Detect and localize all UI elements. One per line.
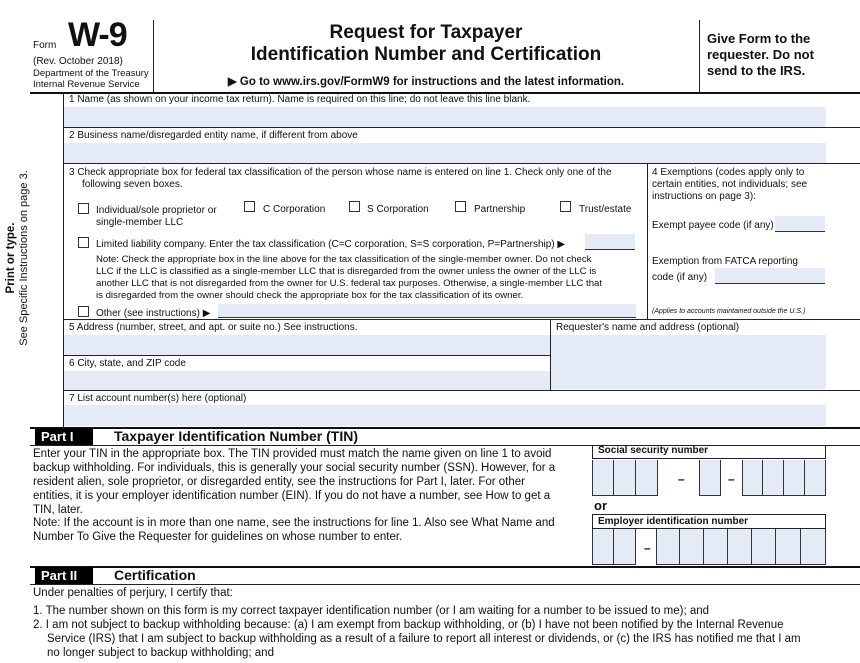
ssn-digit-8[interactable] — [784, 460, 805, 496]
fatca-label-1: Exemption from FATCA reporting — [652, 256, 798, 267]
individual-checkbox[interactable] — [78, 203, 89, 214]
trust-estate-checkbox[interactable] — [560, 201, 571, 212]
ssn-digit-4[interactable] — [699, 460, 721, 496]
exempt-payee-input[interactable] — [775, 216, 825, 232]
part1-note-2: Number To Give the Requester for guidelines on whose number to enter. — [33, 531, 403, 543]
form-title-line2: Identification Number and Certification — [250, 44, 602, 65]
part2-intro: Under penalties of perjury, I certify that: — [33, 587, 233, 599]
side-print-or-type: Print or type. — [5, 222, 17, 294]
ein-digit-4[interactable] — [680, 529, 704, 565]
requester-input[interactable] — [551, 335, 826, 389]
line5-label: 5 Address (number, street, and apt. or suite no.) See instructions. — [69, 322, 358, 333]
line2-label: 2 Business name/disregarded entity name, if different from above — [69, 130, 358, 141]
line1-label: 1 Name (as shown on your income tax return). Name is required on this line; do not leave this line blank. — [69, 94, 531, 105]
department: Department of the Treasury — [33, 68, 149, 79]
instructions-link[interactable]: ▶ Go to www.irs.gov/FormW9 for instructions and the latest information. — [227, 76, 625, 88]
other-checkbox[interactable] — [78, 306, 89, 317]
name-input[interactable] — [64, 107, 826, 127]
part2-label: Part II — [35, 567, 93, 584]
part1-label: Part I — [35, 428, 93, 445]
part1-instructions — [33, 447, 593, 517]
irs-label: Internal Revenue Service — [33, 79, 140, 90]
or-label: or — [594, 498, 607, 513]
llc-note-line3: another LLC that is not disregarded from the owner for U.S. federal tax purposes. Otherwise, a single-member LLC that — [96, 278, 603, 289]
cert-item-1: 1. The number shown on this form is my correct taxpayer identification number (or I am waiting for a number to be issued to me); and — [33, 605, 710, 617]
form-number: W-9 — [68, 16, 127, 54]
llc-note-line1: Note: Check the appropriate box in the line above for the tax classification of the single-member owner. Do not check — [96, 254, 592, 265]
form-revision: (Rev. October 2018) — [33, 56, 123, 67]
form-header — [0, 0, 860, 92]
ein-dash: – — [644, 541, 651, 555]
ein-digit-2[interactable] — [614, 529, 636, 565]
ssn-digit-1[interactable] — [592, 460, 614, 496]
ein-digit-7[interactable] — [752, 529, 776, 565]
ein-digit-1[interactable] — [592, 529, 614, 565]
line6-label: 6 City, state, and ZIP code — [69, 358, 186, 369]
llc-note — [96, 254, 646, 302]
individual-label-2: single-member LLC — [96, 217, 184, 228]
ssn-dash-1: – — [678, 472, 685, 486]
partnership-checkbox[interactable] — [455, 201, 466, 212]
ein-digit-3[interactable] — [656, 529, 680, 565]
ein-header — [592, 514, 826, 529]
ssn-dash-2: – — [728, 472, 735, 486]
llc-note-line4: is disregarded from the owner should check the appropriate box for the tax classification of its owner. — [96, 290, 524, 301]
ssn-digit-3[interactable] — [636, 460, 658, 496]
part1-text-3: resident alien, sole proprietor, or disregarded entity, see the instructions for Part I, later. For other — [33, 476, 525, 488]
c-corporation-label: C Corporation — [263, 204, 326, 215]
side-see-instructions: See Specific Instructions on page 3. — [18, 170, 30, 346]
llc-classification-input[interactable] — [585, 234, 635, 250]
account-numbers-input[interactable] — [64, 405, 826, 426]
ssn-digit-2[interactable] — [614, 460, 636, 496]
exemptions-label-1: 4 Exemptions (codes apply only to — [652, 167, 805, 178]
requester-label: Requester's name and address (optional) — [556, 322, 740, 333]
give-form-note: Give Form to the requester. Do not send to the IRS. — [707, 31, 814, 78]
form-word: Form — [33, 40, 57, 51]
cert-item-2-line3: no longer subject to backup withholding; and — [47, 647, 274, 659]
ein-digit-8[interactable] — [776, 529, 801, 565]
line7-label: 7 List account number(s) here (optional) — [69, 393, 247, 404]
llc-note-line2: LLC if the LLC is classified as a single-member LLC that is disregarded from the owner unless the owner of the LLC is — [96, 266, 597, 277]
s-corporation-label: S Corporation — [367, 204, 429, 215]
llc-checkbox[interactable] — [78, 237, 89, 248]
ein-digit-9[interactable] — [801, 529, 826, 565]
applies-note: (Applies to accounts maintained outside the U.S.) — [652, 308, 806, 315]
line3-label: 3 Check appropriate box for federal tax classification of the person whose name is entered on line 1. Check only one of the — [69, 167, 612, 178]
c-corporation-checkbox[interactable] — [244, 201, 255, 212]
partnership-label: Partnership — [474, 204, 526, 215]
cert-item-2-line1: 2. I am not subject to backup withholding because: (a) I am exempt from backup withholding, or (b) I have not been notified by the Internal Revenue — [33, 619, 784, 631]
ein-digit-5[interactable] — [704, 529, 728, 565]
form-title-line1: Request for Taxpayer — [329, 22, 523, 43]
side-instructions — [5, 148, 39, 368]
ssn-header — [592, 445, 826, 459]
cert-item-2-line2: Service (IRS) that I am subject to backup withholding as a result of a failure to report all interest or dividends, or (c) the IRS has notified me that I am — [47, 633, 801, 645]
exempt-payee-label: Exempt payee code (if any) — [652, 220, 774, 231]
ssn-label: Social security number — [598, 445, 709, 456]
business-name-input[interactable] — [64, 143, 826, 163]
ssn-digit-9[interactable] — [805, 460, 826, 496]
part1-text-4: entities, it is your employer identification number (EIN). If you do not have a number, see How to get a — [33, 490, 551, 502]
city-state-zip-input[interactable] — [64, 371, 550, 390]
other-input[interactable] — [218, 304, 636, 318]
ssn-digit-6[interactable] — [742, 460, 763, 496]
part1-note-1: Note: If the account is in more than one name, see the instructions for line 1. Also see What Name and — [33, 517, 555, 529]
part1-text-1: Enter your TIN in the appropriate box. The TIN provided must match the name given on line 1 to avoid — [33, 448, 552, 460]
part1-title: Taxpayer Identification Number (TIN) — [114, 428, 358, 444]
ein-digit-6[interactable] — [728, 529, 752, 565]
part1-text-5: TIN, later. — [33, 504, 83, 516]
s-corporation-checkbox[interactable] — [349, 201, 360, 212]
exemptions-label-2: certain entities, not individuals; see — [652, 179, 808, 190]
trust-estate-label: Trust/estate — [579, 204, 632, 215]
part1-note — [33, 516, 593, 544]
ssn-digit-7[interactable] — [763, 460, 784, 496]
part1-text-2: backup withholding. For individuals, this is generally your social security number (SSN). However, for a — [33, 462, 556, 474]
address-input[interactable] — [64, 335, 550, 355]
fatca-input[interactable] — [715, 268, 825, 284]
form-title — [153, 22, 699, 66]
part2-title: Certification — [114, 567, 196, 583]
fatca-label-2: code (if any) — [652, 272, 708, 283]
exemptions-label-3: instructions on page 3): — [652, 191, 756, 202]
ein-label: Employer identification number — [598, 516, 749, 527]
cert-item-2 — [33, 618, 833, 660]
individual-label: Individual/sole proprietor or — [96, 205, 217, 216]
llc-label: Limited liability company. Enter the tax classification (C=C corporation, S=S corporation, P=Partnership) ▶ — [96, 239, 566, 250]
other-label: Other (see instructions) ▶ — [96, 308, 211, 319]
line3-label-2: following seven boxes. — [82, 179, 183, 190]
